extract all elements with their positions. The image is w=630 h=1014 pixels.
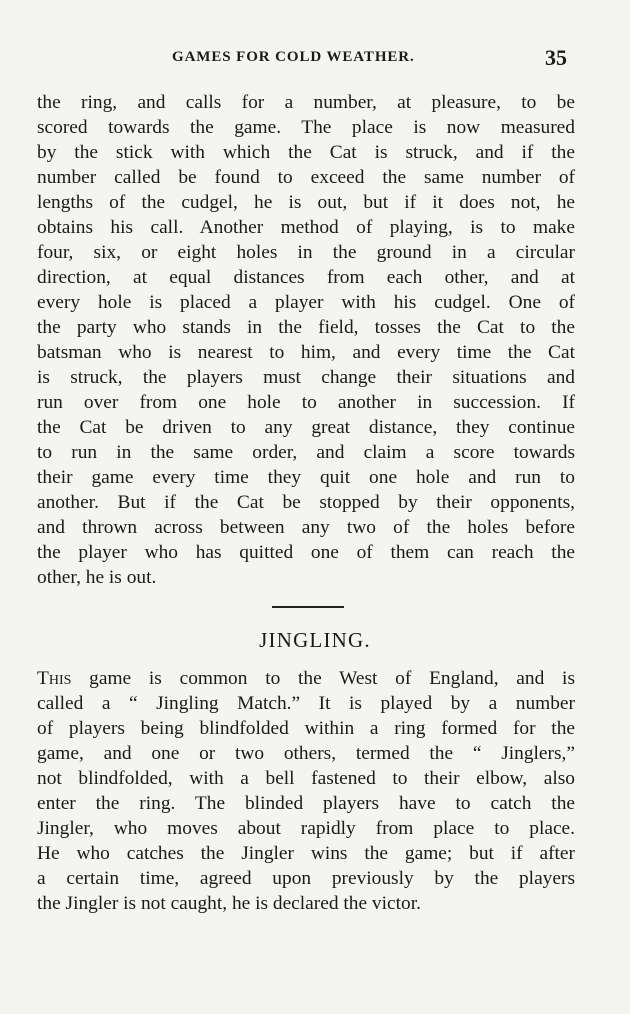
text-line: the Cat be driven to any great distance, they continue bbox=[37, 417, 575, 438]
text-line: every hole is placed a player with his cudgel. One of bbox=[37, 292, 575, 313]
text-line: run over from one hole to another in succession. If bbox=[37, 392, 575, 413]
section-divider bbox=[272, 606, 344, 608]
text-line: is struck, the players must change their situations and bbox=[37, 367, 575, 388]
section-heading: JINGLING. bbox=[259, 628, 371, 652]
text-line: obtains his call. Another method of playing, is to make bbox=[37, 217, 575, 238]
text-line: game, and one or two others, termed the “ Jinglers,” bbox=[37, 743, 575, 764]
text-line: by the stick with which the Cat is struck, and if the bbox=[37, 142, 575, 163]
running-head bbox=[0, 46, 630, 72]
jingling-paragraph bbox=[37, 666, 575, 916]
text-line: enter the ring. The blinded players have to catch the bbox=[37, 793, 575, 814]
drop-word: This bbox=[37, 668, 72, 689]
running-title: GAMES FOR COLD WEATHER. bbox=[172, 49, 415, 65]
text-line: called a “ Jingling Match.” It is played by a number bbox=[37, 693, 575, 714]
first-line-text: game is common to the West of England, and is bbox=[71, 668, 575, 689]
text-line: He who catches the Jingler wins the game; but if after bbox=[37, 843, 575, 864]
text-line: direction, at equal distances from each other, and at bbox=[37, 267, 575, 288]
text-line: other, he is out. bbox=[37, 567, 157, 588]
continued-paragraph bbox=[37, 90, 575, 590]
text-line: a certain time, agreed upon previously by the players bbox=[37, 868, 575, 889]
text-line: number called be found to exceed the same number of bbox=[37, 167, 575, 188]
text-line: Jingler, who moves about rapidly from place to place. bbox=[37, 818, 575, 839]
text-line: the party who stands in the field, tosses the Cat to the bbox=[37, 317, 575, 338]
text-line: and thrown across between any two of the holes before bbox=[37, 517, 575, 538]
text-line: another. But if the Cat be stopped by their opponents, bbox=[37, 492, 575, 513]
text-line: batsman who is nearest to him, and every time the Cat bbox=[37, 342, 575, 363]
page-number: 35 bbox=[545, 45, 567, 70]
text-line: lengths of the cudgel, he is out, but if it does not, he bbox=[37, 192, 575, 213]
text-line: four, six, or eight holes in the ground in a circular bbox=[37, 242, 575, 263]
text-line: the ring, and calls for a number, at pleasure, to be bbox=[37, 92, 575, 113]
text-line: of players being blindfolded within a ring formed for the bbox=[37, 718, 575, 739]
text-line bbox=[37, 666, 575, 691]
text-line: scored towards the game. The place is now measured bbox=[37, 117, 575, 138]
text-line: the player who has quitted one of them can reach the bbox=[37, 542, 575, 563]
text-line: their game every time they quit one hole and run to bbox=[37, 467, 575, 488]
text-line: not blindfolded, with a bell fastened to their elbow, also bbox=[37, 768, 575, 789]
text-line: to run in the same order, and claim a score towards bbox=[37, 442, 575, 463]
text-line: the Jingler is not caught, he is declared the victor. bbox=[37, 893, 421, 914]
